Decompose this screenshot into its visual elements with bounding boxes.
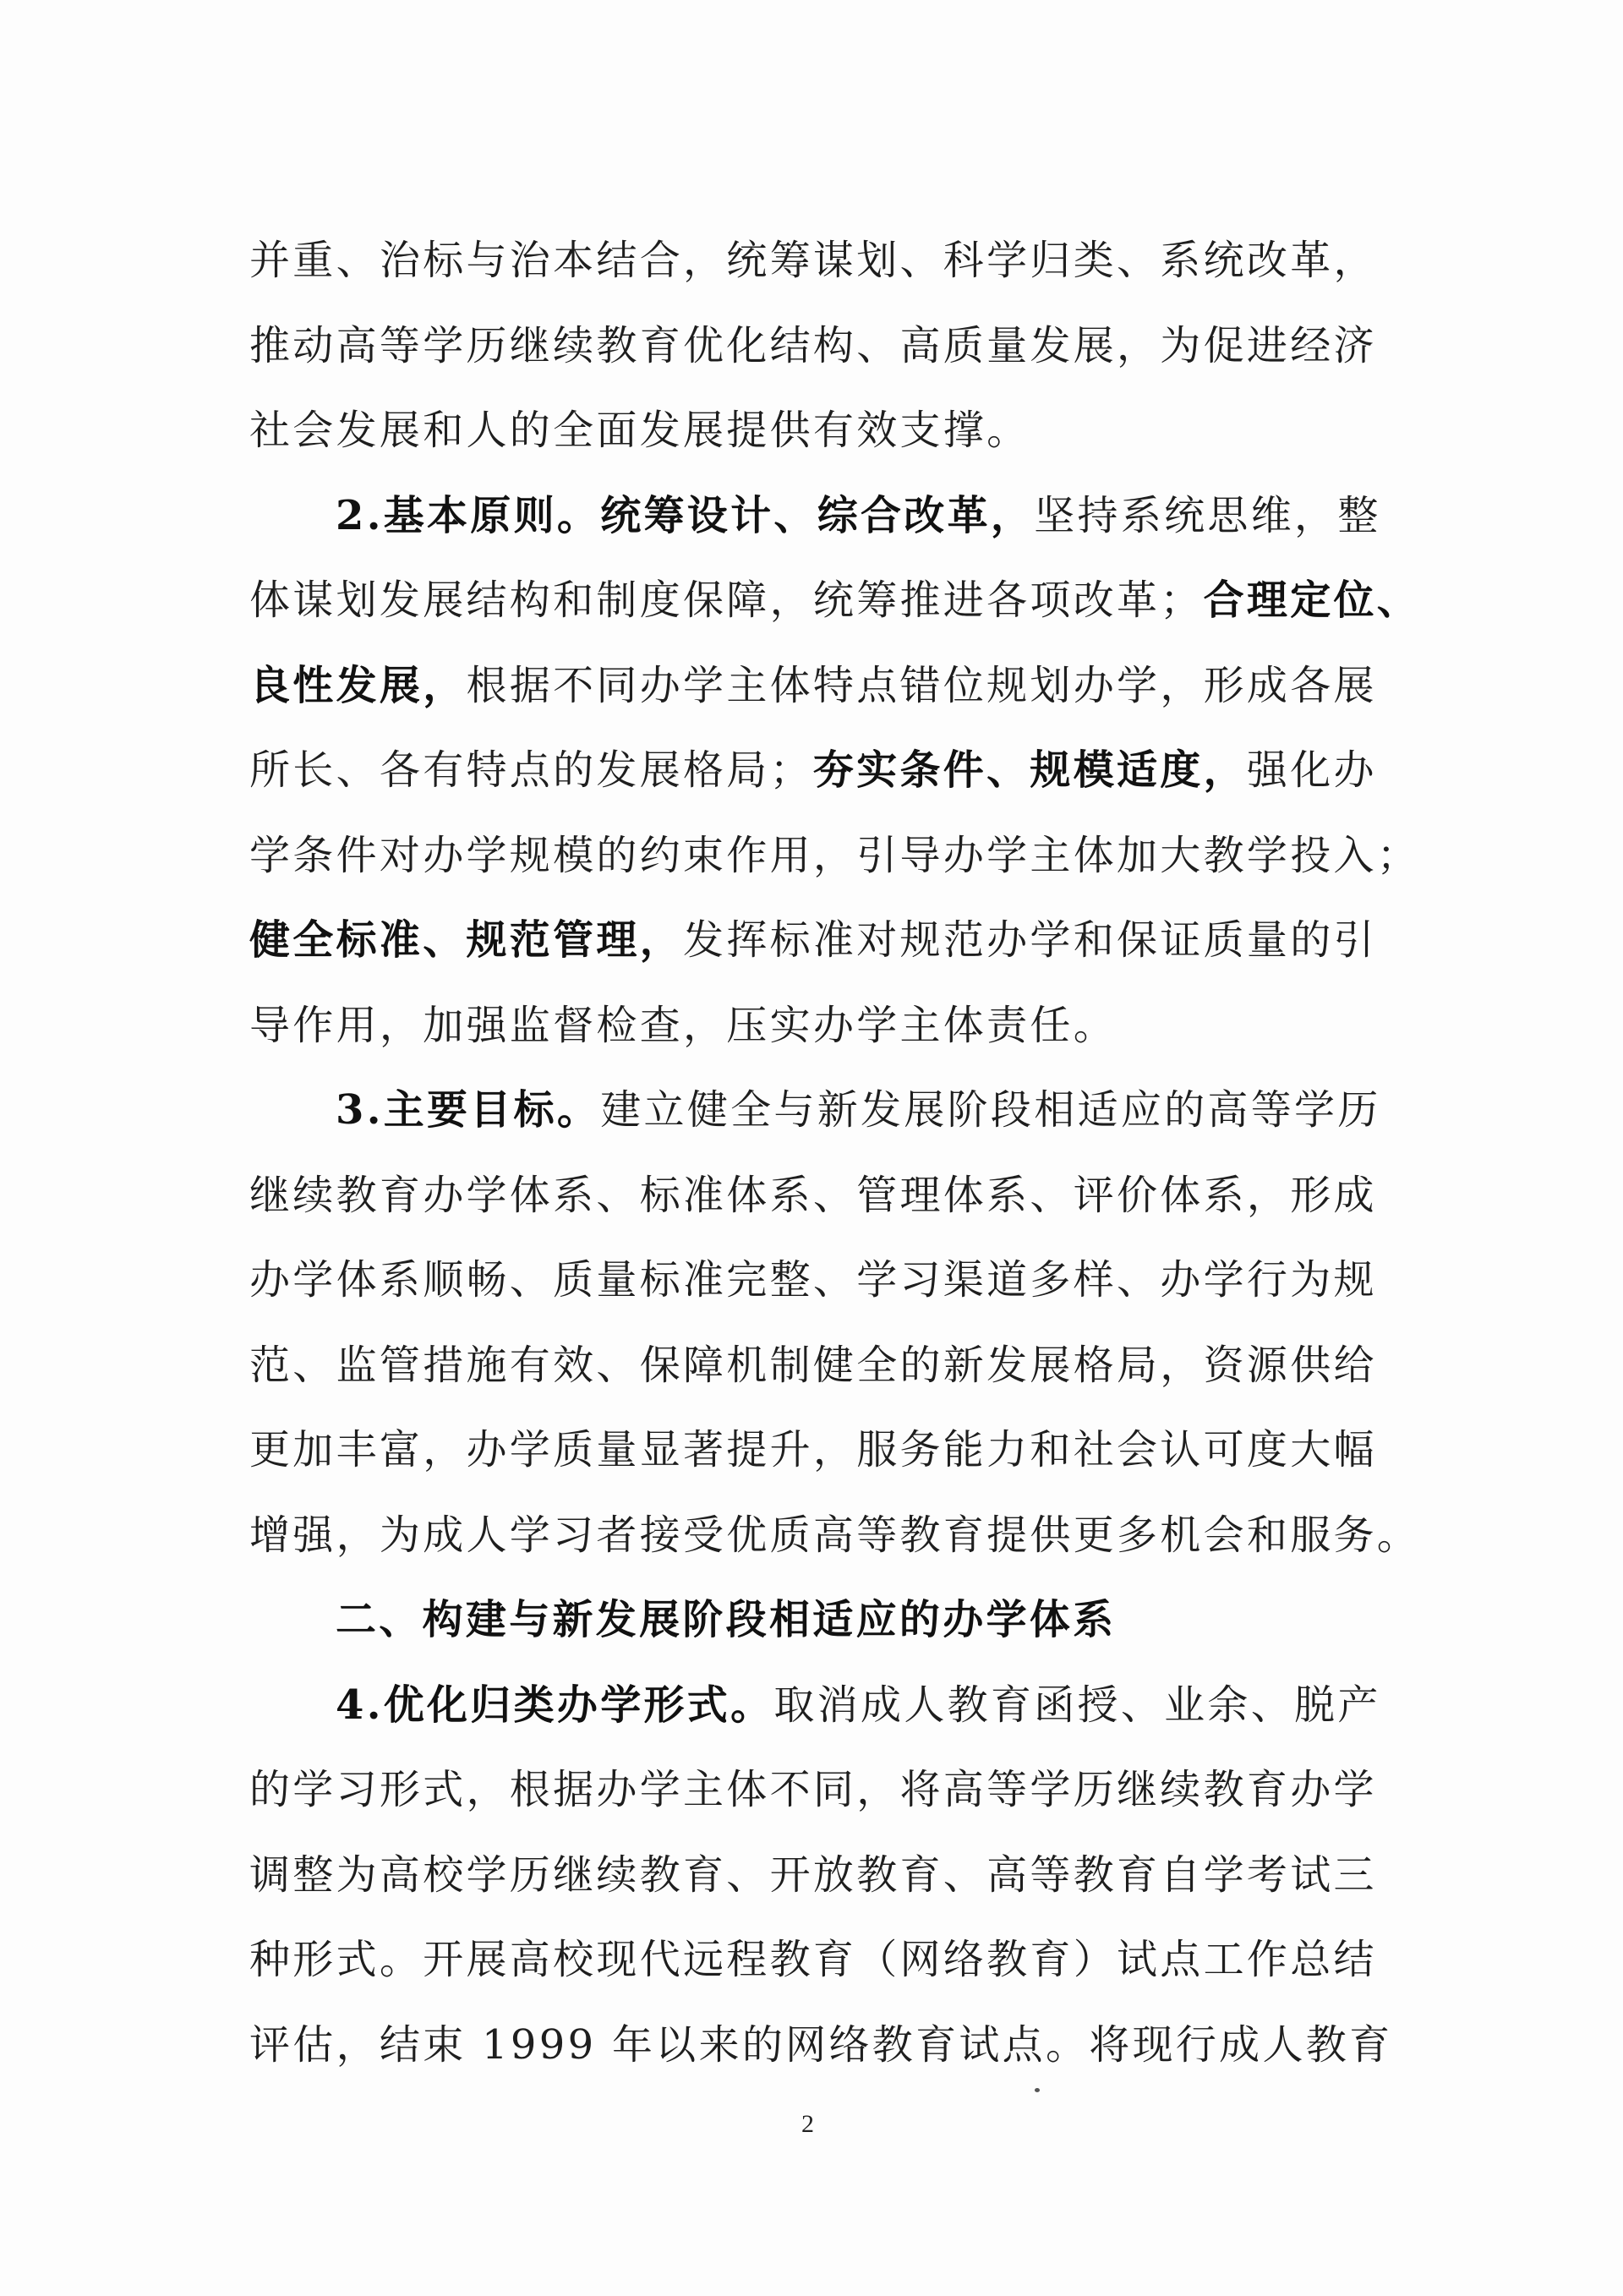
body-text: 发挥标准对规范办学和保证质量的引	[683, 916, 1377, 964]
text-line	[249, 1323, 1377, 1408]
body-text: 更加丰富，办学质量显著提升，服务能力和社会认可度大幅	[249, 1426, 1377, 1473]
body-text: 社会发展和人的全面发展提供有效支撑。	[249, 407, 1030, 454]
body-text: 增强，为成人学习者接受优质高等教育提供更多机会和服务。	[249, 1511, 1421, 1559]
text-line	[249, 728, 1377, 812]
body-text: 坚持系统思维，整	[1034, 491, 1381, 539]
body-text: 导作用，加强监督检查，压实办学主体责任。	[249, 1001, 1118, 1049]
body-text: 所长、各有特点的发展格局；	[249, 746, 813, 794]
text-line	[249, 218, 1377, 303]
text-line	[336, 1663, 1381, 1747]
text-line	[336, 473, 1381, 558]
text-line	[249, 813, 1420, 898]
body-text: 推动高等学历继续教育优化结构、高质量发展，为促进经济	[249, 321, 1377, 369]
text-line	[249, 1493, 1420, 1577]
scan-speck	[1035, 2088, 1040, 2092]
body-text: 体谋划发展结构和制度保障，统筹推进各项改革；	[249, 577, 1204, 624]
text-line	[249, 1408, 1377, 1492]
body-text: 范、监管措施有效、保障机制健全的新发展格局，资源供给	[249, 1341, 1377, 1389]
text-line	[249, 558, 1420, 642]
text-line	[249, 2003, 1392, 2087]
section-heading	[336, 1577, 1116, 1662]
body-text: 调整为高校学历继续教育、开放教育、高等教育自学考试三	[249, 1850, 1377, 1899]
bold-text: 夯实条件、规模适度，	[812, 746, 1247, 794]
text-line	[249, 898, 1377, 982]
text-line	[249, 1747, 1377, 1832]
body-text: 根据不同办学主体特点错位规划办学，形成各展	[466, 661, 1377, 709]
bold-text: 二、构建与新发展阶段相适应的办学体系	[336, 1596, 1117, 1643]
text-line	[249, 1833, 1377, 1917]
text-line	[336, 1068, 1381, 1152]
text-line	[249, 1153, 1377, 1238]
text-line	[249, 388, 1030, 473]
body-text: 继续教育办学体系、标准体系、管理体系、评价体系，形成	[249, 1171, 1377, 1219]
body-text: 取消成人教育函授、业余、脱产	[773, 1681, 1381, 1729]
body-text: 评估，结束 1999 年以来的网络教育试点。将现行成人教育	[249, 2020, 1393, 2069]
text-line	[249, 303, 1377, 388]
body-text: 办学体系顺畅、质量标准完整、学习渠道多样、办学行为规	[249, 1256, 1377, 1304]
body-text: 种形式。开展高校现代远程教育（网络教育）试点工作总结	[249, 1936, 1377, 1983]
bold-text: 健全标准、规范管理，	[249, 916, 684, 964]
bold-text: 良性发展，	[249, 661, 467, 709]
body-text: 的学习形式，根据办学主体不同，将高等学历继续教育办学	[249, 1766, 1377, 1813]
text-line	[249, 643, 1377, 728]
bold-text: 2.基本原则。统筹设计、综合改革，	[336, 491, 1035, 539]
body-text: 并重、治标与治本结合，统筹谋划、科学归类、系统改革，	[249, 237, 1377, 284]
body-text: 强化办	[1246, 746, 1377, 794]
page-number: 2	[801, 2110, 814, 2138]
body-text: 学条件对办学规模的约束作用，引导办学主体加大教学投入；	[249, 831, 1421, 879]
text-line	[249, 983, 1117, 1068]
bold-text: 合理定位、	[1203, 577, 1421, 624]
body-text: 建立健全与新发展阶段相适应的高等学历	[600, 1086, 1381, 1134]
text-line	[249, 1917, 1377, 2002]
text-line	[249, 1238, 1377, 1322]
bold-text: 3.主要目标。	[336, 1086, 601, 1134]
bold-text: 4.优化归类办学形式。	[336, 1681, 774, 1729]
